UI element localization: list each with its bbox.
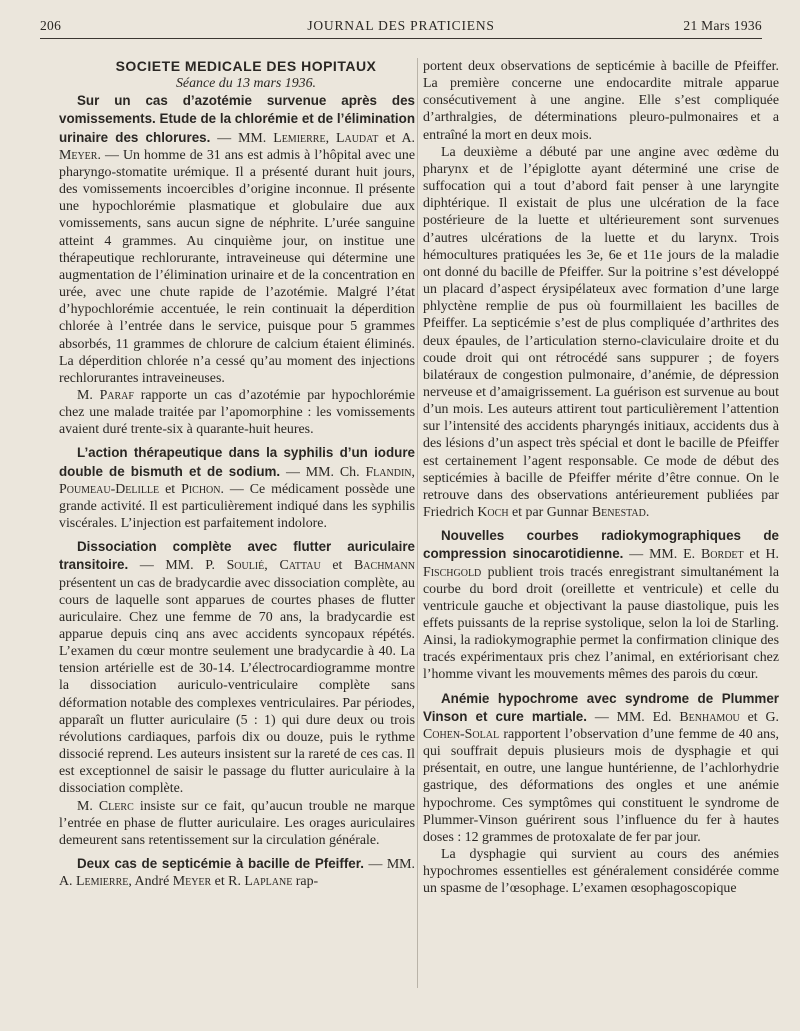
article-body: . — Ce médicament possède une grande activité. Il est particulièrement indiqué dans les syphilis viscérales. L’injection est parfaitement indolore. bbox=[59, 481, 415, 532]
right-column bbox=[423, 58, 779, 898]
left-column bbox=[59, 58, 415, 890]
article-body: . — Un homme de 31 ans est admis à l’hôpital avec une pharyngo-stomatite urémique. Il a présenté durant huit jours, des vomissements incoercibles d’origine inconnue. Il présente une hypochlorémie plasmatique et globulaire due aux vomissements, sans aucun signe de néphrite. L’urée sanguine atteint 4 grammes. Au cinquième jour, on institue une thérapeutique rechlorurante, intraveineuse qui détermine une augmentation de l’élimination urinaire et de la concentration en urée, avec une chute rapide de l’azotémie. Malgré l’état d’hypochlorémie accentuée, le rein continuait la déperdition chlorée à l’entrée dans le service, puisque pour 5 grammes absorbés, 11 grammes de chlorure de calcium étaient éliminés. La déperdition chlorée n’a cessé qu’au moment des injections rechlorurantes intraveineuses. bbox=[59, 147, 415, 386]
society-title: SOCIETE MEDICALE DES HOPITAUX bbox=[115, 58, 377, 74]
article-paragraph: La dysphagie qui survient au cours des anémies hypochromes essentielles est généralement considérée comme un spasme de l’œsophage. L’examen œsophagoscopique bbox=[423, 847, 779, 897]
author-name: Cattau bbox=[279, 558, 321, 574]
author-name: Cohen-Solal bbox=[423, 726, 500, 742]
author-name: Benhamou bbox=[679, 709, 740, 725]
article-title: Dissociation complète avec flutter auriculaire transitoire. bbox=[59, 539, 415, 573]
article-pfeiffer-continued: portent deux observations de septicémie à bacille de Pfeiffer. La première concerne une endocardite mitrale apparue consécutivement à une angine. Elle s’est compliquée d’arthralgies, de déterminations pleuro-pulmonaires et a entraîné la mort en deux mois. bbox=[423, 59, 779, 143]
author-name: Meyer bbox=[59, 147, 98, 163]
article-paragraph: La deuxième a débuté par une angine avec œdème du pharynx et de l’épiglotte ayant déterminé une crise de suffocation qui a tout d’abord fait penser à une laryngite diphtérique. Il existait de plus une ulcération de la face postérieure de la luette et ultérieurement sont survenues d’autres ulcérations de la luette et du larynx. Trois hémocultures pratiquées les 3e, 6e et 11e jours de la maladie ont donné du bacille de Pfeiffer. Sur la poitrine s’est développé un placard d’aspect érysipélateux avec formation d’une large phlyctène remplie de pus où fourmillaient les bacilles de Pfeiffer. La septicémie s’est de plus compliquée d’arthrites des deux épaules, de l’articulation sterno-claviculaire droite et du coude droit qui ont rétrocédé sans suppurer ; de foyers bilatéraux de congestion pulmonaire, d’anémie, de dépression nerveuse et d’amaigrissement. La guérison est survenue au bout d’un mois. Les auteurs attirent tout particulièrement l’attention sur l’intensité des accidents pharyngés initiaux, accidents dus à des lésions d’un aspect très spécial et dont le bacille de Pfeiffer est certainement l’agent responsable. Ce mode de début des septicémies à bacille de Pfeiffer mérite d’être connue. On le retrouve dans des observations antérieurement publiées par Friedrich Koch et par Gunnar Benestad. bbox=[423, 144, 779, 521]
page-header bbox=[40, 16, 762, 39]
author-name: Koch bbox=[477, 505, 509, 521]
article-azotemie: Sur un cas d’azotémie survenue après des vomissements. Etude de la chlorémie et de l’élimination urinaire des chlorures. — MM. Lemierre, Laudat et A. Meyer. — Un homme de 31 ans est admis à l’hôpital avec une pharyngo-stomatite urémique. Il a présenté durant huit jours, des vomissements incoercibles d’origine inconnue. Il présente une hypochlorémie plasmatique et globulaire due aux vomissements, sans aucun signe de néphrite. L’urée sanguine atteint 4 grammes. Au cinquième jour, on institue une thérapeutique rechlorurante, intraveineuse qui détermine une augmentation de l’élimination urinaire et de la concentration en urée, avec une chute rapide de l’azotémie. Malgré l’état d’hypochlorémie accentuée, le rein continuait la déperdition chlorée à l’entrée dans le service, puisque pour 5 grammes absorbés, 11 grammes de chlorure de calcium étaient éliminés. La déperdition chlorée n’a cessé qu’au moment des injections rechlorurantes intraveineuses. bbox=[59, 93, 416, 386]
article-anemie: Anémie hypochrome avec syndrome de Plummer Vinson et cure martiale. — MM. Ed. Benhamou et G. Cohen-Solal rapportent l’observation d’une femme de 40 ans, qui souffrait depuis plusieurs mois de dysphagie et qui présentait, en outre, une langue huntérienne, de l’achlorhydrie gastrique, des déformations des ongles et une anémie hypochrome. Ces symptômes qui constituent le syndrome de Plummer-Vinson guérirent sous l’influence du fer à hautes doses : 12 grammes de protoxalate de fer par jour. bbox=[423, 690, 780, 845]
article-radiokymographie: Nouvelles courbes radiokymographiques de compression sinocarotidienne. — MM. E. Bordet et H. Fischgold publient trois tracés enregistrant simultanément la courbe du bord droit (oreillette et ventricule) et celle du ventricule gauche et objectivant la pause diastolique, puis les effets puissants de la reprise systolique, selon la loi de Starling. Ainsi, la radiokymographie permet la confirmation clinique des tracés expérimentaux pris chez l’animal, en extériorisant chez l’homme vivant les mouvements mêmes des parois du cœur. bbox=[423, 528, 779, 683]
article-body: présentent un cas de bradycardie avec dissociation complète, au cours de laquelle sont apparues de courtes phases de flutter auriculaire. Chez une femme de 70 ans, la bradycardie est apparue depuis cinq ans avec accidents syncopaux répétés. L’examen du cœur montre seulement une bradycardie à 40. La tension artérielle est de 30-14. L’électrocardiogramme montre la dissociation auriculo-ventriculaire complète sans déformation notable des complexes ventriculaires. Par périodes, apparaît un flutter auriculaire (5 : 1) qui dure deux ou trois révolutions cardiaques, parfois dix ou douze, puis le rythme dissocié reprend. Les auteurs insistent sur la rareté de ces cas. Il est exceptionnel de saisir le passage du flutter auriculaire à la dissociation complète. bbox=[59, 575, 415, 797]
author-name: Clerc bbox=[98, 798, 134, 814]
author-name: Soulié bbox=[226, 558, 265, 574]
author-name: Paraf bbox=[99, 387, 134, 403]
author-name: Fischgold bbox=[423, 564, 482, 580]
article-title: Sur un cas d’azotémie survenue après des vomissements. Etude de la chlorémie et de l’élimination urinaire des chlorures. bbox=[59, 93, 415, 145]
article-syphilis: L’action thérapeutique dans la syphilis d’un iodure double de bismuth et de sodium. — MM. Ch. Flandin, Poumeau-Delille et Pichon. — Ce médicament possède une grande activité. Il est particulièrement indiqué dans les syphilis viscérales. L’injection est parfaitement indolore. bbox=[59, 445, 415, 532]
author-name: Flandin bbox=[365, 464, 412, 480]
author-name: Meyer bbox=[172, 874, 212, 890]
article-flutter: Dissociation complète avec flutter auriculaire transitoire. — MM. P. Soulié, Cattau et Bachmann présentent un cas de bradycardie avec dissociation complète, au cours de laquelle sont apparues de courtes phases de flutter auriculaire. Chez une femme de 70 ans, la bradycardie est apparue depuis cinq ans avec accidents syncopaux répétés. L’examen du cœur montre seulement une bradycardie à 40. La tension artérielle est de 30-14. L’électrocardiogramme montre la dissociation auriculo-ventriculaire complète sans déformation notable des complexes ventriculaires. Par périodes, apparaît un flutter auriculaire (5 : 1) qui dure deux ou trois révolutions cardiaques, parfois dix ou douze, puis le rythme dissocié reprend. Les auteurs insistent sur la rareté de ces cas. Il est exceptionnel de saisir le passage du flutter auriculaire à la dissociation complète. bbox=[59, 539, 415, 797]
article-title: Deux cas de septicémie à bacille de Pfeiffer. bbox=[77, 856, 364, 872]
author-name: Laudat bbox=[336, 130, 379, 146]
discussion-paragraph: M. Clerc insiste sur ce fait, qu’aucun trouble ne marque l’entrée en phase de flutter auriculaire. Les orages auriculaires demeurent sans retentissement sur la circulation générale. bbox=[59, 798, 416, 848]
author-name: Benestad bbox=[591, 505, 646, 521]
issue-date: 21 Mars 1936 bbox=[683, 18, 762, 33]
article-title: Nouvelles courbes radiokymographiques de compression sinocarotidienne. bbox=[423, 528, 779, 562]
article-title: Anémie hypochrome avec syndrome de Plummer Vinson et cure martiale. bbox=[423, 690, 779, 724]
journal-title: JOURNAL DES PRATICIENS bbox=[307, 18, 495, 33]
article-title: L’action thérapeutique dans la syphilis d’un iodure double de bismuth et de sodium. bbox=[59, 445, 415, 479]
column-divider bbox=[417, 58, 418, 988]
author-name: Poumeau-Delille bbox=[59, 481, 160, 497]
author-name: Pichon bbox=[181, 481, 221, 497]
article-pfeiffer: Deux cas de septicémie à bacille de Pfeiffer. — MM. A. Lemierre, André Meyer et R. Laplane rap- bbox=[59, 856, 415, 890]
author-name: Lemierre bbox=[75, 874, 129, 890]
page-number: 206 bbox=[40, 18, 62, 33]
article-body: publient trois tracés enregistrant simultanément la courbe du bord droit (oreillette et ventricule) et celle du ventricule gauche et objectivant la pause diastolique, puis les effets puissants de la reprise systolique, selon la loi de Starling. Ainsi, la radiokymographie permet la confirmation clinique des tracés expérimentaux pris chez l’animal, en extériorisant chez l’homme vivant les mouvements mêmes des parois du cœur. bbox=[423, 564, 779, 683]
author-name: Bachmann bbox=[354, 558, 415, 574]
article-body: rapportent l’observation d’une femme de 40 ans, qui souffrait depuis plusieurs mois de dysphagie et qui présentait, en outre, une langue huntérienne, de l’achlorhydrie gastrique, des déformations des ongles et une anémie hypochrome. Ces symptômes qui constituent le syndrome de Plummer-Vinson guérirent sous l’influence du fer à hautes doses : 12 grammes de protoxalate de fer par jour. bbox=[423, 726, 779, 845]
author-name: Lemierre bbox=[273, 130, 326, 146]
seance-date: Séance du 13 mars 1936. bbox=[175, 76, 317, 92]
discussion-paragraph: M. Paraf rapporte un cas d’azotémie par hypochlorémie chez une malade traitée par l’apomorphine : les vomissements avaient duré trente-six à quarante-huit heures. bbox=[59, 387, 416, 438]
author-name: Laplane bbox=[244, 874, 293, 890]
author-name: Bordet bbox=[701, 547, 744, 563]
